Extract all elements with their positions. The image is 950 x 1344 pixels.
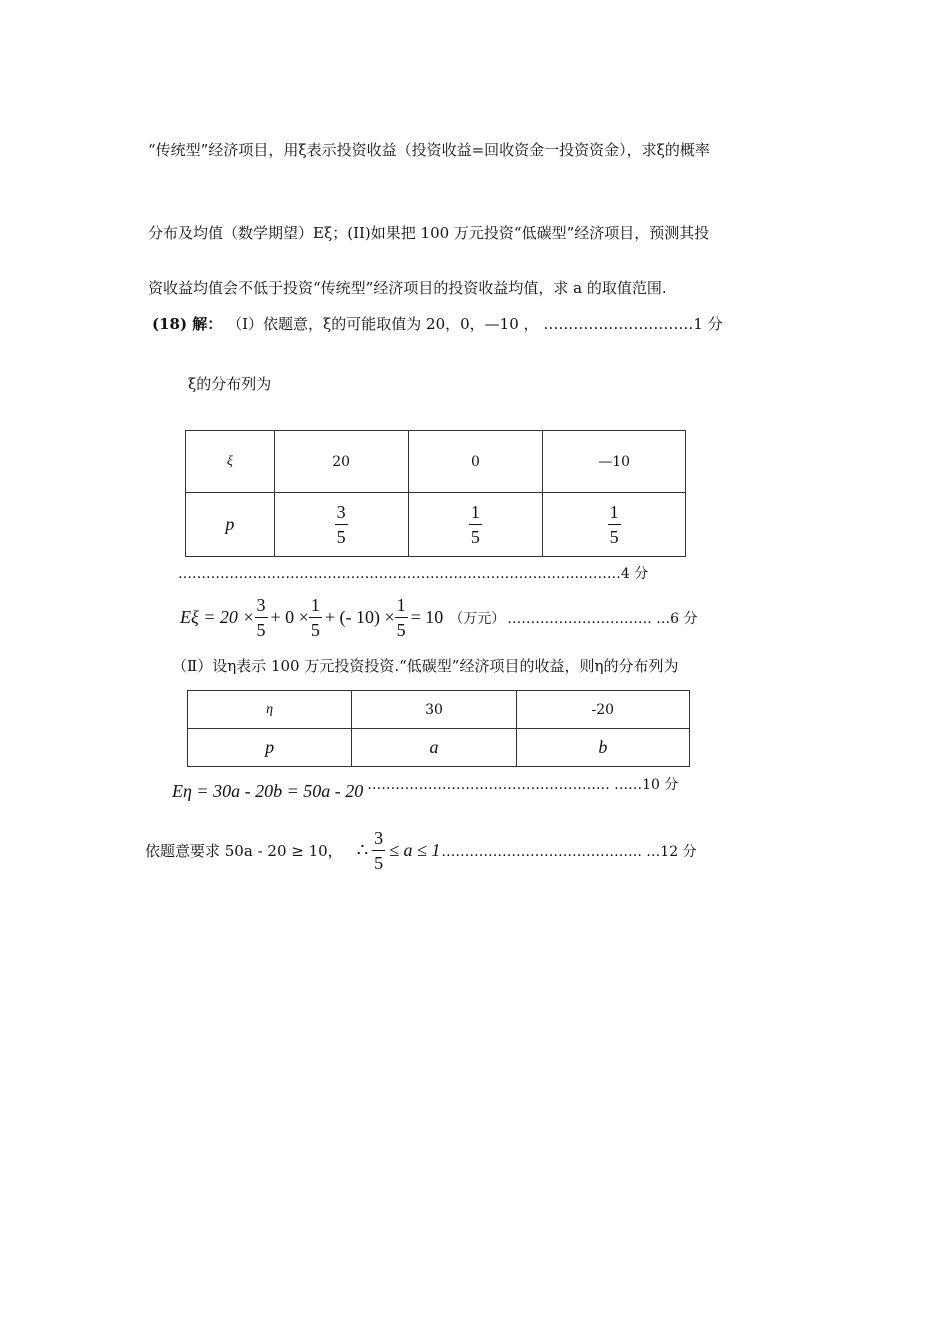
expectation-unit: （万元）	[449, 610, 506, 627]
expectation-mid1: + 0 ×	[270, 607, 309, 627]
problem-line-2: 分布及均值（数学期望）Eξ；(II)如果把 100 万元投资“低碳型”经济项目，预测其投	[148, 224, 710, 242]
expectation-xi	[180, 596, 698, 639]
fraction-numerator: 3	[336, 502, 346, 522]
fraction-denominator: 5	[255, 617, 268, 639]
table-header-cell: —10	[543, 431, 686, 493]
table1-score: …………………………………………………………………………..………4 分	[178, 566, 649, 582]
table-row	[188, 729, 690, 767]
conclusion-inequality: ≤ a ≤ 1	[389, 840, 441, 860]
fraction	[335, 503, 348, 546]
fraction-numerator: 1	[396, 595, 406, 615]
table-row	[188, 691, 690, 729]
fraction-numerator: 3	[256, 595, 266, 615]
expectation1-score: …………………………. …6 分	[507, 610, 698, 627]
fraction	[255, 596, 268, 639]
table-cell	[408, 493, 543, 557]
fraction-numerator: 3	[374, 828, 384, 848]
table-row	[186, 493, 686, 557]
fraction-numerator: 1	[609, 502, 619, 522]
part1-score: …………………………1 分	[543, 315, 723, 333]
fraction-denominator: 5	[309, 617, 322, 639]
fraction-denominator: 5	[395, 617, 408, 639]
expectation-eta-expr: Eη = 30a - 20b = 50a - 20	[172, 781, 364, 801]
table-cell	[274, 493, 408, 557]
conclusion-line	[145, 829, 697, 872]
table-header-cell: 0	[408, 431, 543, 493]
fraction-denominator: 5	[372, 850, 385, 872]
therefore-symbol: ∴	[356, 840, 369, 860]
table-cell: a	[352, 729, 516, 767]
fraction-denominator: 5	[469, 524, 482, 546]
expectation-lhs: Eξ = 20 ×	[180, 607, 255, 627]
expectation-mid2: + (- 10) ×	[324, 607, 395, 627]
fraction	[372, 829, 385, 872]
fraction	[309, 596, 322, 639]
table-row	[186, 431, 686, 493]
expectation-eta	[172, 774, 678, 802]
solution-label: (18) 解：	[152, 315, 223, 333]
problem-line-3: 资收益均值会不低于投资“传统型”经济项目的投资收益均值，求 a 的取值范围.	[148, 279, 667, 297]
table-row-label: p	[186, 493, 275, 557]
fraction-denominator: 5	[608, 524, 621, 546]
table-header-cell: -20	[516, 691, 689, 729]
problem-line-1: “传统型”经济项目，用ξ表示投资收益（投资收益=回收资金一投资资金），求ξ的概率	[148, 141, 710, 159]
fraction-numerator: 1	[470, 502, 480, 522]
fraction-denominator: 5	[335, 524, 348, 546]
table-header-cell: ξ	[186, 431, 275, 493]
eta-distribution-table	[187, 690, 690, 767]
expectation2-score: ……………………………………………. ……10 分	[367, 777, 679, 793]
conclusion-text: 依题意要求 50a - 20 ≥ 10，	[145, 842, 343, 860]
fraction-numerator: 1	[310, 595, 320, 615]
table-row-label: p	[188, 729, 352, 767]
part2-intro: （Ⅱ）设η表示 100 万元投资投资.“低碳型”经济项目的收益，则η的分布列为	[172, 657, 679, 675]
table-header-cell: η	[188, 691, 352, 729]
expectation-rhs: = 10	[410, 607, 444, 627]
solution-intro-line	[152, 313, 723, 334]
xi-distribution-table	[185, 430, 686, 557]
fraction	[608, 503, 621, 546]
distribution-title: ξ的分布列为	[188, 375, 272, 393]
conclusion-score: ……………………………………. …12 分	[441, 843, 697, 860]
table-cell: b	[516, 729, 689, 767]
table-header-cell: 30	[352, 691, 516, 729]
fraction	[395, 596, 408, 639]
fraction	[469, 503, 482, 546]
table-header-cell: 20	[274, 431, 408, 493]
table-cell	[543, 493, 686, 557]
part1-intro: （Ⅰ）依题意，ξ的可能取值为 20，0，—10 ，	[227, 315, 539, 333]
